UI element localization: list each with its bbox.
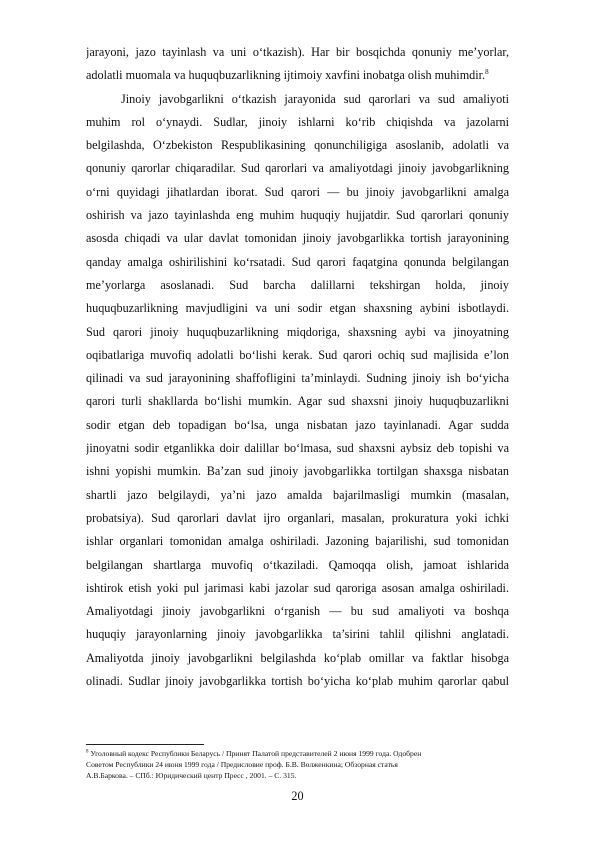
text-line: belgilashda, O‘zbekiston Respublikasining qonunchiligiga asoslanib, adolatli va <box>86 138 509 153</box>
text-line: ishlar organlari tomonidan amalga oshiriladi. Jazoning bajarilishi, sud tomonidan <box>86 534 509 549</box>
page-number <box>0 789 595 804</box>
text-line: muhim rol o‘ynaydi. Sudlar, jinoiy ishlarni ko‘rib chiqishda va jazolarni <box>86 114 509 129</box>
footnote-line <box>86 748 509 759</box>
footnote-marker: 8 <box>86 749 89 755</box>
text-line: probatsiya). Sud qarorlari davlat ijro organlari, masalan, prokuratura yoki ichki <box>86 510 509 525</box>
text-line: asosda chiqadi va ular davlat tomonidan jinoiy javobgarlikka tortish jarayonining <box>86 231 509 246</box>
text-line <box>86 64 509 87</box>
text-line: huquqbuzarlikning mavjudligini va uni sodir etgan shaxsning aybini isbotlaydi. <box>86 301 509 316</box>
text-line-content: adolatli muomala va huquqbuzarlikning ijtimoiy xavfini inobatga olish muhimdir. <box>86 68 486 83</box>
text-line: qilinadi va sud jarayonining shaffofligini ta’minlaydi. Sudning jinoiy ish bo‘yicha <box>86 371 509 386</box>
text-line: Sud qarori jinoiy huquqbuzarlikning miqdoriga, shaxsning aybi va jinoyatning <box>86 324 509 339</box>
text-line: me’yorlarga asoslanadi. Sud barcha dalillarni tekshirgan holda, jinoiy <box>86 277 509 292</box>
footnote-line: Советом Республики 24 июня 1999 года / Предисловие проф. Б.В. Волженкина; Обзорная статья <box>86 760 398 769</box>
text-line: olinadi. Sudlar jinoiy javobgarlikka tortish bo‘yicha ko‘plab muhim qarorlar qabul <box>86 674 509 689</box>
text-line: Jinoiy javobgarlikni o‘tkazish jarayonida sud qarorlari va sud amaliyoti <box>121 91 509 106</box>
footnote-separator <box>86 744 204 745</box>
text-line: ishtirok etish yoki pul jarimasi kabi jazolar sud qaroriga asosan amalga oshiriladi. <box>86 580 509 595</box>
text-line: belgilangan shartlarga muvofiq o‘tkaziladi. Qamoqqa olish, jamoat ishlarida <box>86 557 509 572</box>
text-line: Amaliyotdagi jinoiy javobgarlikni o‘rganish — bu sud amaliyoti va boshqa <box>86 604 509 619</box>
text-line: oshirish va jazo tayinlashda eng muhim huquqiy hujjatdir. Sud qarorlari qonuniy <box>86 208 509 223</box>
text-line: jarayoni, jazo tayinlash va uni o‘tkazish). Har bir bosqichda qonuniy me’yorlar, <box>86 45 509 59</box>
body-text <box>86 41 509 693</box>
text-line: sodir etgan deb topadigan bo‘lsa, unga nisbatan jazo tayinlanadi. Agar sudda <box>86 417 509 432</box>
text-line: shartli jazo belgilaydi, ya’ni jazo amalda bajarilmasligi mumkin (masalan, <box>86 487 509 502</box>
text-line: Amaliyotda jinoiy javobgarlikni belgilashda ko‘plab omillar va faktlar hisobga <box>86 650 509 665</box>
footnote-line: А.В.Баркова. – СПб.: Юридический центр Пресс , 2001. – С. 315. <box>86 771 297 780</box>
footnote-reference[interactable]: 8 <box>485 68 489 77</box>
text-line: qarori turli shakllarda bo‘lishi mumkin. Agar sud shaxsni jinoiy huquqbuzarlikni <box>86 394 509 409</box>
text-line: qanday amalga oshirilishini ko‘rsatadi. Sud qarori faqatgina qonunda belgilangan <box>86 254 509 269</box>
footnote-text: Уголовный кодекс Республики Беларусь / Принят Палатой представителей 2 июня 1999 года. Одобрен <box>88 749 422 758</box>
text-line: ishni yopishi mumkin. Ba’zan sud jinoiy javobgarlikka tortilgan shaxsga nisbatan <box>86 464 509 479</box>
footnote <box>86 748 509 781</box>
text-line: jinoyatni sodir etganlikka doir dalillar bo‘lmasa, sud shaxsni aybsiz deb topishi va <box>86 441 509 456</box>
text-line: o‘rni quyidagi jihatlardan iborat. Sud qarori — bu jinoiy javobgarlikni amalga <box>86 184 509 199</box>
text-line: qonuniy qarorlar chiqaradilar. Sud qarorlari va amaliyotdagi jinoiy javobgarlikning <box>86 161 509 176</box>
text-line: oqibatlariga muvofiq adolatli bo‘lishi kerak. Sud qarori ochiq sud majlisida e’lon <box>86 347 509 362</box>
text-line: huquqiy jarayonlarning jinoiy javobgarlikka ta’sirini tahlil qilishni anglatadi. <box>86 627 509 642</box>
page-number-text: 20 <box>291 789 304 803</box>
